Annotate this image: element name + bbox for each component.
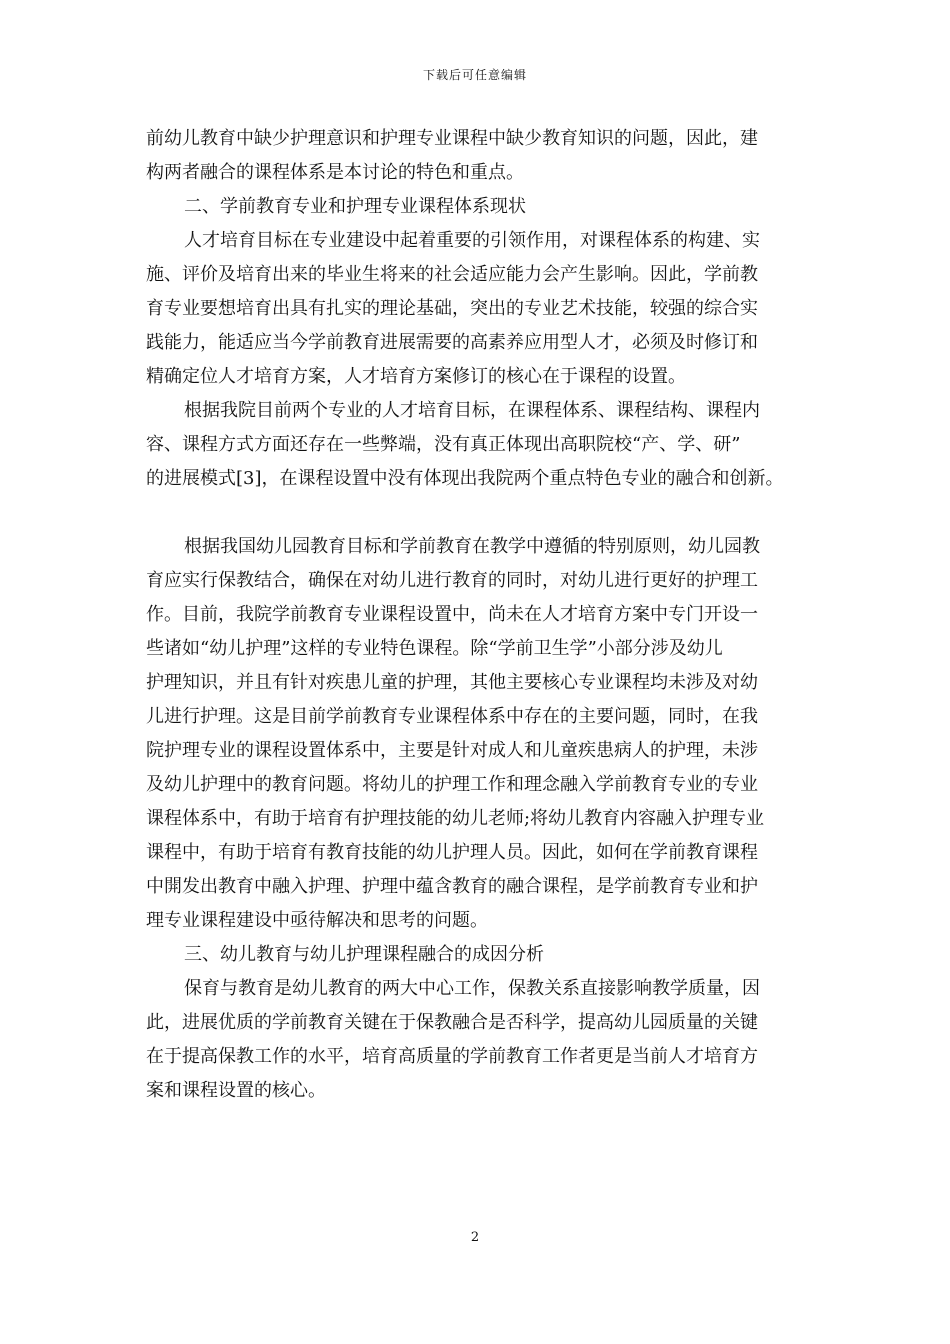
text-line: 案和课程设置的核心。 [146,1080,326,1101]
text-line: 及幼儿护理中的教育问题。将幼儿的护理工作和理念融入学前教育专业的专业 [146,774,758,795]
paragraph [146,972,816,1108]
section-heading [146,938,816,972]
text-line: 前幼儿教育中缺少护理意识和护理专业课程中缺少教育知识的问题，因此，建 [146,128,758,149]
text-line: 三、幼儿教育与幼儿护理课程融合的成因分析 [184,944,544,965]
text-line: 保育与教育是幼儿教育的两大中心工作，保教关系直接影响教学质量，因 [184,978,760,999]
text-line: 理专业课程建设中亟待解决和思考的问题。 [146,910,488,931]
document-body [146,122,816,1108]
section-heading [146,190,816,224]
text-line: 课程中，有助于培育有教育技能的幼儿护理人员。因此，如何在学前教育课程 [146,842,758,863]
text-line: 根据我院目前两个专业的人才培育目标，在课程体系、课程结构、课程内 [184,400,760,421]
text-line: 育应实行保教结合，确保在对幼儿进行教育的同时，对幼儿进行更好的护理工 [146,570,758,591]
paragraph [146,530,816,938]
text-line: 护理知识，并且有针对疾患儿童的护理，其他主要核心专业课程均未涉及对幼 [146,672,758,693]
paragraph [146,224,816,394]
text-line: 些诸如“幼儿护理”这样的专业特色课程。除“学前卫生学”小部分涉及幼儿 [146,638,723,659]
text-line: 育专业要想培育出具有扎实的理论基础，突出的专业艺术技能，较强的综合实 [146,298,758,319]
text-line: 精确定位人才培育方案，人才培育方案修订的核心在于课程的设置。 [146,366,686,387]
text-line: 施、评价及培育出来的毕业生将来的社会适应能力会产生影响。因此，学前教 [146,264,758,285]
paragraph [146,122,816,190]
paragraph-gap [146,496,816,530]
page-number: 2 [470,1230,480,1245]
text-line: 中開发出教育中融入护理、护理中蕴含教育的融合课程，是学前教育专业和护 [146,876,758,897]
text-line: 的进展模式[3]，在课程设置中没有体现出我院两个重点特色专业的融合和创新。 [146,468,784,489]
text-line: 容、课程方式方面还存在一些弊端，没有真正体现出高职院校“产、学、研” [146,434,741,455]
text-line: 儿进行护理。这是目前学前教育专业课程体系中存在的主要问题，同时，在我 [146,706,758,727]
text-line: 院护理专业的课程设置体系中，主要是针对成人和儿童疾患病人的护理，未涉 [146,740,758,761]
text-line: 构两者融合的课程体系是本讨论的特色和重点。 [146,162,524,183]
page-header: 下载后可任意编辑 [422,68,527,82]
text-line: 根据我国幼儿园教育目标和学前教育在教学中遵循的特别原则，幼儿园教 [184,536,760,557]
text-line: 在于提高保教工作的水平，培育高质量的学前教育工作者更是当前人才培育方 [146,1046,758,1067]
text-line: 课程体系中，有助于培育有护理技能的幼儿老师;将幼儿教育内容融入护理专业 [146,808,765,829]
text-line: 此，进展优质的学前教育关键在于保教融合是否科学，提高幼儿园质量的关键 [146,1012,758,1033]
paragraph [146,394,816,496]
text-line: 人才培育目标在专业建设中起着重要的引领作用，对课程体系的构建、实 [184,230,760,251]
text-line: 作。目前，我院学前教育专业课程设置中，尚未在人才培育方案中专门开设一 [146,604,758,625]
text-line: 践能力，能适应当今学前教育进展需要的高素养应用型人才，必须及时修订和 [146,332,758,353]
text-line: 二、学前教育专业和护理专业课程体系现状 [184,196,526,217]
